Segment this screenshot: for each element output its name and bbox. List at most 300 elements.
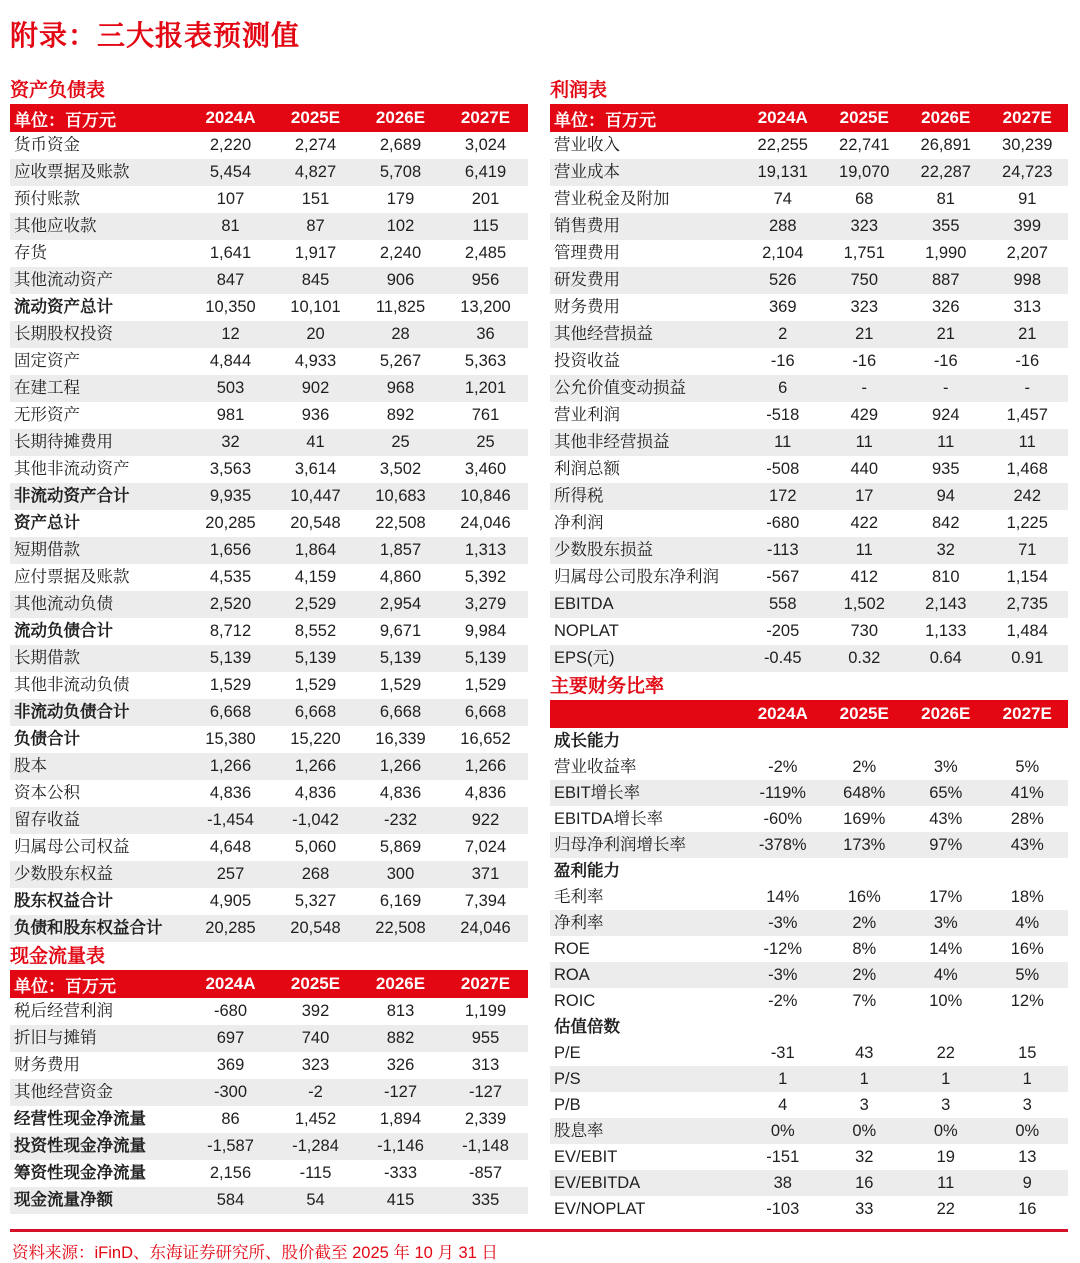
- cell-value: -16: [852, 352, 877, 371]
- cell-value: 15,220: [290, 730, 341, 749]
- table-row: [550, 806, 1068, 832]
- row-label: 应收票据及账款: [14, 163, 130, 182]
- row-label: 股东权益合计: [14, 892, 113, 911]
- cell-value: 6: [778, 379, 788, 398]
- cell-value: 2,156: [209, 1164, 252, 1183]
- table-row: [550, 510, 1068, 537]
- balance-sheet-section: [10, 78, 528, 942]
- financial-ratios-table: [550, 700, 1068, 1222]
- cell-empty: [987, 728, 1069, 754]
- income-statement-section: [550, 78, 1068, 672]
- cell-value: 5,363: [464, 352, 507, 371]
- year-column-header: 2026E: [358, 104, 443, 132]
- row-label: 负债合计: [14, 730, 80, 749]
- cell-value: 17: [855, 487, 874, 506]
- cell-value: -2%: [768, 991, 798, 1010]
- cell-value: 11: [774, 433, 792, 452]
- cell-value: 440: [850, 460, 879, 479]
- cell-value: 371: [471, 865, 500, 884]
- row-label: 其他应收款: [14, 217, 97, 236]
- cell-value: 4,648: [209, 838, 252, 857]
- cell-value: 22,741: [839, 136, 890, 155]
- cell-value: 422: [850, 514, 879, 533]
- cell-value: 1,266: [209, 757, 252, 776]
- table-row: [550, 1040, 1068, 1066]
- cell-value: 1,468: [1006, 460, 1048, 479]
- row-label: 长期股权投资: [14, 325, 113, 344]
- cell-value: 11: [937, 433, 955, 452]
- cell-value: 2,220: [209, 136, 252, 155]
- cell-value: 10,447: [290, 487, 341, 506]
- year-column-header: 2025E: [273, 104, 358, 132]
- table-row: [550, 213, 1068, 240]
- row-label: 公允价值变动损益: [554, 379, 686, 398]
- cell-value: 6,668: [294, 703, 337, 722]
- table-row: [10, 375, 528, 402]
- table-row: [550, 884, 1068, 910]
- subheader-row: [550, 1014, 1068, 1040]
- cell-value: 43%: [1010, 835, 1044, 854]
- cell-value: 9,935: [209, 487, 252, 506]
- cell-value: 1,751: [843, 244, 885, 263]
- table-row: [10, 1052, 528, 1079]
- cell-value: -567: [766, 568, 800, 587]
- table-row: [550, 645, 1068, 672]
- cell-value: 2,339: [464, 1110, 507, 1129]
- cell-value: 17%: [929, 887, 963, 906]
- cell-value: 584: [216, 1191, 245, 1210]
- cell-value: 558: [768, 595, 797, 614]
- cell-value: -1,587: [207, 1137, 254, 1156]
- row-label: 短期借款: [14, 541, 80, 560]
- cell-value: 4,827: [294, 163, 337, 182]
- cell-value: 2,274: [294, 136, 337, 155]
- cell-value: -: [861, 379, 867, 398]
- row-label: 营业税金及附加: [554, 190, 670, 209]
- cell-value: -3%: [768, 913, 798, 932]
- balance-sheet-table: [10, 104, 528, 942]
- table-row: [550, 429, 1068, 456]
- cash-flow-header-row: [10, 970, 528, 998]
- cell-value: 750: [850, 271, 879, 290]
- cell-value: -113: [766, 541, 799, 560]
- cell-value: 19,131: [757, 163, 808, 182]
- cell-value: 10%: [929, 991, 963, 1010]
- year-column-header: 2027E: [443, 970, 528, 998]
- cell-value: 15,380: [205, 730, 256, 749]
- cell-value: -1,042: [292, 811, 339, 830]
- table-row: [10, 159, 528, 186]
- table-row: [550, 348, 1068, 375]
- row-label: 营业利润: [554, 406, 620, 425]
- cell-value: 65%: [929, 783, 963, 802]
- table-row: [10, 672, 528, 699]
- cell-value: -378%: [758, 835, 807, 854]
- year-column-header: 2026E: [905, 700, 987, 728]
- table-row: [10, 645, 528, 672]
- row-label: 营业收益率: [554, 757, 637, 776]
- cell-value: 87: [306, 217, 325, 236]
- cell-value: 3%: [933, 913, 958, 932]
- table-row: [10, 834, 528, 861]
- cell-value: 0.32: [848, 649, 881, 668]
- year-column-header: 2027E: [443, 104, 528, 132]
- row-label: 股本: [14, 757, 47, 776]
- row-label: 毛利率: [554, 887, 604, 906]
- table-row: [550, 618, 1068, 645]
- row-label: 流动资产总计: [14, 298, 113, 317]
- cell-value: 81: [221, 217, 240, 236]
- cell-value: 91: [1018, 190, 1037, 209]
- year-column-header: 2025E: [824, 700, 906, 728]
- table-row: [10, 294, 528, 321]
- cell-value: 415: [386, 1191, 415, 1210]
- cell-value: 71: [1018, 541, 1037, 560]
- cell-value: -: [943, 379, 949, 398]
- cell-value: 323: [850, 298, 879, 317]
- cell-value: 22,255: [757, 136, 808, 155]
- table-row: [550, 186, 1068, 213]
- cell-empty: [742, 728, 824, 754]
- table-row: [550, 1170, 1068, 1196]
- cell-value: 4,905: [209, 892, 252, 911]
- cell-value: 5,869: [379, 838, 422, 857]
- cell-value: 33: [855, 1199, 874, 1218]
- cell-value: 5,060: [294, 838, 337, 857]
- cell-value: 1: [941, 1069, 951, 1088]
- cell-value: 2,689: [379, 136, 422, 155]
- row-label: 成长能力: [554, 731, 620, 750]
- cell-value: 1: [859, 1069, 869, 1088]
- income-statement-table: [550, 104, 1068, 672]
- table-row: [550, 159, 1068, 186]
- table-row: [550, 321, 1068, 348]
- year-column-header: 2025E: [824, 104, 906, 132]
- cell-value: 1,201: [464, 379, 507, 398]
- cell-value: 1,864: [294, 541, 337, 560]
- cell-value: 10,683: [375, 487, 426, 506]
- cell-value: 5,708: [379, 163, 422, 182]
- cell-value: 1,457: [1006, 406, 1048, 425]
- table-row: [550, 591, 1068, 618]
- row-label: 股息率: [554, 1121, 604, 1140]
- table-row: [550, 483, 1068, 510]
- cell-value: 323: [850, 217, 879, 236]
- cell-value: 955: [471, 1029, 500, 1048]
- row-label: 流动负债合计: [14, 622, 113, 641]
- cell-value: 32: [855, 1147, 874, 1166]
- cell-value: 6,668: [464, 703, 507, 722]
- cell-value: 1,266: [294, 757, 337, 776]
- cell-value: 18%: [1010, 887, 1044, 906]
- cell-value: 4,535: [209, 568, 252, 587]
- cell-empty: [824, 858, 906, 884]
- cell-value: 3: [1022, 1095, 1032, 1114]
- row-label: 存货: [14, 244, 47, 263]
- cell-value: 3,563: [209, 460, 252, 479]
- row-label: 留存收益: [14, 811, 80, 830]
- table-row: [550, 962, 1068, 988]
- table-row: [550, 936, 1068, 962]
- cell-value: 2%: [852, 913, 877, 932]
- cell-value: 20,285: [205, 514, 256, 533]
- table-row: [10, 213, 528, 240]
- cell-value: 94: [936, 487, 955, 506]
- cell-value: 313: [1013, 298, 1042, 317]
- cell-value: 6,169: [379, 892, 422, 911]
- cell-value: 5,392: [464, 568, 507, 587]
- row-label: 管理费用: [554, 244, 620, 263]
- cell-value: 981: [216, 406, 245, 425]
- cell-value: 5,139: [209, 649, 252, 668]
- row-label: 所得税: [554, 487, 604, 506]
- cell-value: 1,484: [1006, 622, 1048, 641]
- table-row: [550, 456, 1068, 483]
- table-row: [550, 832, 1068, 858]
- cell-value: 179: [386, 190, 415, 209]
- table-row: [550, 910, 1068, 936]
- cell-value: 16%: [847, 887, 881, 906]
- cell-value: 28%: [1010, 809, 1044, 828]
- row-label: P/E: [554, 1043, 581, 1062]
- cell-value: 8,552: [294, 622, 337, 641]
- cell-value: 2,104: [762, 244, 804, 263]
- cell-value: 1,990: [925, 244, 967, 263]
- two-column-layout: [10, 78, 1068, 1222]
- year-column-header: 2026E: [905, 104, 987, 132]
- cell-value: 1,266: [464, 757, 507, 776]
- cell-value: 355: [931, 217, 960, 236]
- cell-value: 1,656: [209, 541, 252, 560]
- cash-flow-section: [10, 944, 528, 1214]
- cell-value: 24,046: [460, 514, 511, 533]
- cell-value: 392: [301, 1002, 330, 1021]
- cell-empty: [905, 858, 987, 884]
- table-row: [550, 375, 1068, 402]
- cell-value: 326: [386, 1056, 415, 1075]
- cell-value: 7,394: [464, 892, 507, 911]
- row-label: 应付票据及账款: [14, 568, 130, 587]
- cell-value: 813: [386, 1002, 415, 1021]
- cell-value: 5,454: [209, 163, 252, 182]
- cell-value: 1,529: [294, 676, 337, 695]
- cell-value: 369: [216, 1056, 245, 1075]
- cell-value: 761: [471, 406, 500, 425]
- cell-value: 648%: [843, 783, 886, 802]
- cell-value: 5,139: [294, 649, 337, 668]
- cell-value: 0%: [933, 1121, 958, 1140]
- cell-value: 24,723: [1002, 163, 1053, 182]
- balance-sheet-header-row: [10, 104, 528, 132]
- row-label: ROIC: [554, 991, 596, 1010]
- cell-value: 1,641: [209, 244, 252, 263]
- cell-value: 1,266: [379, 757, 422, 776]
- cell-value: 906: [386, 271, 415, 290]
- table-row: [10, 402, 528, 429]
- cell-empty: [905, 728, 987, 754]
- cell-value: 399: [1013, 217, 1042, 236]
- cell-empty: [824, 1014, 906, 1040]
- cell-value: 22: [936, 1043, 955, 1062]
- cell-value: 41: [306, 433, 325, 452]
- row-label: 货币资金: [14, 136, 80, 155]
- row-label: 归属母公司股东净利润: [554, 568, 719, 587]
- cell-value: 2,735: [1006, 595, 1048, 614]
- cell-value: -: [1024, 379, 1030, 398]
- table-row: [550, 294, 1068, 321]
- row-label: 归母净利润增长率: [554, 835, 686, 854]
- cell-value: 369: [768, 298, 797, 317]
- cell-value: 1,529: [209, 676, 252, 695]
- cell-value: 115: [472, 217, 499, 236]
- row-label: ROA: [554, 965, 590, 984]
- cell-value: 102: [386, 217, 415, 236]
- table-row: [10, 348, 528, 375]
- row-label: 少数股东损益: [554, 541, 653, 560]
- row-label: 利润总额: [554, 460, 620, 479]
- cell-value: -119%: [759, 783, 806, 802]
- row-label: EV/EBIT: [554, 1147, 618, 1166]
- row-label: 盈利能力: [554, 861, 620, 880]
- cell-value: 12%: [1010, 991, 1044, 1010]
- table-row: [10, 1160, 528, 1187]
- cell-value: 335: [471, 1191, 500, 1210]
- cell-value: 22,508: [375, 514, 426, 533]
- cell-value: 16,339: [375, 730, 426, 749]
- cell-value: 151: [301, 190, 330, 209]
- cell-value: 12: [221, 325, 240, 344]
- cell-value: 2,485: [464, 244, 507, 263]
- cell-value: -16: [933, 352, 958, 371]
- cell-value: -1,284: [292, 1137, 339, 1156]
- cell-value: 2,207: [1006, 244, 1048, 263]
- row-label: P/S: [554, 1069, 581, 1088]
- year-column-header: 2024A: [188, 970, 273, 998]
- cell-value: 201: [471, 190, 500, 209]
- cell-value: 32: [221, 433, 240, 452]
- page-title: 附录：三大报表预测值: [10, 20, 301, 51]
- cell-value: -16: [770, 352, 795, 371]
- cell-value: 268: [301, 865, 330, 884]
- row-label: 其他非流动负债: [14, 676, 130, 695]
- table-row: [10, 998, 528, 1025]
- cell-value: 1,529: [464, 676, 507, 695]
- cell-value: 4,836: [294, 784, 337, 803]
- cell-value: 14%: [929, 939, 963, 958]
- row-label: EV/NOPLAT: [554, 1199, 646, 1218]
- cell-value: 11: [855, 433, 873, 452]
- cell-value: 11: [855, 541, 873, 560]
- year-column-header: 2026E: [358, 970, 443, 998]
- cell-value: 22,508: [375, 919, 426, 938]
- cell-value: 0.91: [1011, 649, 1044, 668]
- cell-value: 1,133: [925, 622, 967, 641]
- row-label: 净利润: [554, 514, 604, 533]
- cell-value: 4,860: [379, 568, 422, 587]
- cell-value: 323: [301, 1056, 330, 1075]
- cell-value: 2: [778, 325, 788, 344]
- cell-value: 8%: [852, 939, 877, 958]
- row-label: ROE: [554, 939, 590, 958]
- cell-value: 10,350: [205, 298, 256, 317]
- table-row: [550, 402, 1068, 429]
- table-row: [10, 510, 528, 537]
- row-label: 现金流量净额: [14, 1191, 113, 1210]
- table-row: [10, 753, 528, 780]
- row-label: 资产总计: [14, 514, 80, 533]
- year-column-header: 2027E: [987, 104, 1069, 132]
- cell-value: 43%: [929, 809, 963, 828]
- cell-value: 968: [386, 379, 415, 398]
- cell-value: 20,285: [205, 919, 256, 938]
- cell-value: 2,954: [379, 595, 422, 614]
- cell-value: -127: [383, 1083, 418, 1102]
- table-row: [10, 1106, 528, 1133]
- row-label: 净利率: [554, 913, 604, 932]
- row-label: 负债和股东权益合计: [14, 919, 163, 938]
- table-row: [10, 1025, 528, 1052]
- cell-value: 11,825: [375, 298, 426, 317]
- table-row: [10, 564, 528, 591]
- row-label: 长期待摊费用: [14, 433, 113, 452]
- cell-value: 38: [773, 1173, 792, 1192]
- cell-value: 4,933: [294, 352, 337, 371]
- row-label: 研发费用: [554, 271, 620, 290]
- cell-value: 26,891: [920, 136, 971, 155]
- cell-value: 3,024: [464, 136, 507, 155]
- cell-value: 9,671: [379, 622, 422, 641]
- table-row: [550, 988, 1068, 1014]
- cell-value: 2%: [852, 965, 877, 984]
- table-row: [550, 1092, 1068, 1118]
- cell-value: 1,894: [379, 1110, 422, 1129]
- cell-value: 4,836: [464, 784, 507, 803]
- cell-value: 922: [471, 811, 500, 830]
- cell-value: 30,239: [1002, 136, 1053, 155]
- table-row: [10, 807, 528, 834]
- cell-value: 3,279: [464, 595, 507, 614]
- cell-value: 935: [931, 460, 960, 479]
- cell-value: 5%: [1015, 757, 1040, 776]
- cell-value: 1,502: [843, 595, 885, 614]
- row-label: 销售费用: [554, 217, 620, 236]
- cell-value: 0%: [1015, 1121, 1040, 1140]
- cell-value: 28: [391, 325, 410, 344]
- cell-value: -333: [383, 1164, 418, 1183]
- unit-label: 单位：百万元: [550, 104, 742, 132]
- cell-value: 86: [221, 1110, 240, 1129]
- year-column-header: 2024A: [742, 700, 824, 728]
- cell-value: 0%: [770, 1121, 795, 1140]
- cell-value: 4,836: [379, 784, 422, 803]
- cell-value: 14%: [766, 887, 800, 906]
- row-label: 估值倍数: [554, 1017, 620, 1036]
- cell-value: -1,454: [207, 811, 254, 830]
- cell-value: 5%: [1015, 965, 1040, 984]
- cell-value: -680: [213, 1002, 248, 1021]
- cell-value: 54: [306, 1191, 325, 1210]
- cell-value: 740: [301, 1029, 330, 1048]
- cell-value: 730: [850, 622, 879, 641]
- cell-value: 257: [216, 865, 245, 884]
- row-label: P/B: [554, 1095, 581, 1114]
- cell-value: 4,836: [209, 784, 252, 803]
- year-column-header: 2027E: [987, 700, 1069, 728]
- cell-value: 11: [1018, 433, 1036, 452]
- table-row: [10, 915, 528, 942]
- cell-value: 4%: [933, 965, 958, 984]
- financial-ratios-heading: 主要财务比率: [550, 676, 665, 697]
